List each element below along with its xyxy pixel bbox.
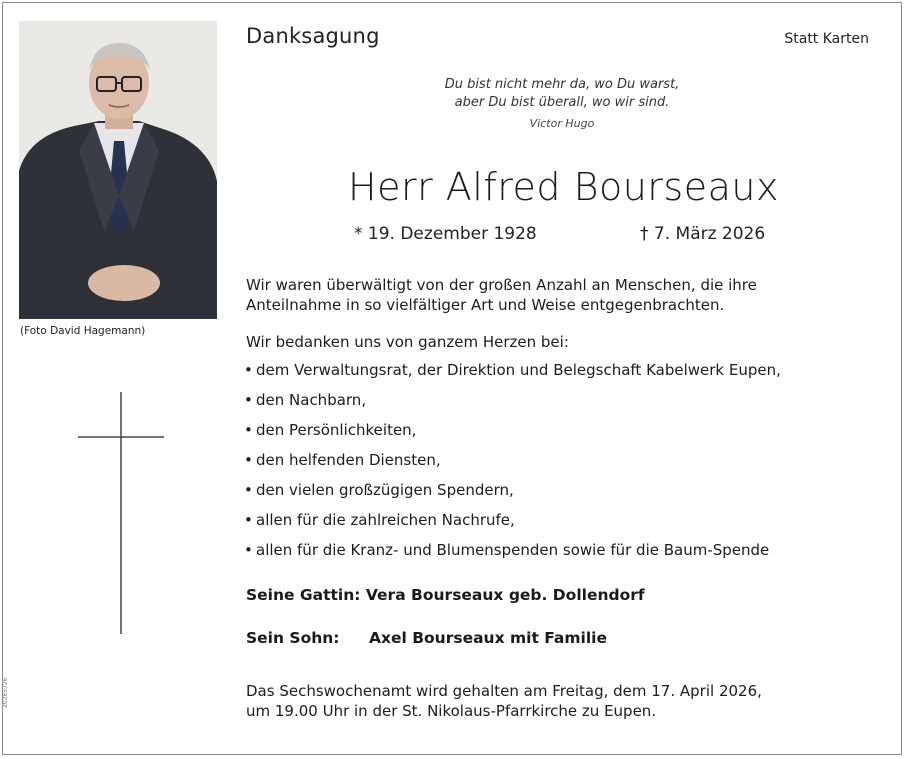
list-item-text: allen für die zahlreichen Nachrufe, (256, 511, 515, 529)
wife-line (246, 586, 645, 604)
cross-icon (78, 392, 166, 636)
statt-karten-note: Statt Karten (784, 31, 869, 47)
list-item (244, 480, 781, 510)
list-item-text: den Persönlichkeiten, (256, 421, 417, 439)
bullet-icon: • (244, 391, 253, 409)
list-item-text: den Nachbarn, (256, 391, 367, 409)
list-item (244, 390, 781, 420)
quote-line: aber Du bist überall, wo wir sind. (454, 95, 670, 110)
side-code: 20265726 (2, 677, 9, 708)
quote-author: Victor Hugo (529, 117, 595, 130)
list-item-text: den vielen großzügigen Spendern, (256, 481, 514, 499)
list-item (244, 360, 781, 390)
gratitude-paragraph (246, 275, 757, 315)
deceased-name: Herr Alfred Bourseaux (348, 165, 779, 209)
bullet-icon: • (244, 451, 253, 469)
service-line: Das Sechswochenamt wird gehalten am Freitag, dem 17. April 2026, (246, 682, 762, 700)
bullet-icon: • (244, 541, 253, 559)
bullet-icon: • (244, 511, 253, 529)
birth-date: * 19. Dezember 1928 (354, 224, 537, 244)
photo-caption: (Foto David Hagemann) (20, 325, 146, 337)
service-announcement (246, 681, 762, 721)
thanks-list (244, 360, 781, 570)
portrait-illustration (19, 21, 217, 319)
list-item (244, 540, 781, 570)
portrait-photo (19, 21, 217, 319)
bullet-icon: • (244, 421, 253, 439)
list-item-text: den helfenden Diensten, (256, 451, 441, 469)
son-name: Axel Bourseaux mit Familie (369, 629, 607, 647)
wife-label: Seine Gattin: (246, 586, 361, 604)
thanks-intro: Wir bedanken uns von ganzem Herzen bei: (246, 333, 569, 351)
notice-heading: Danksagung (246, 24, 380, 48)
paragraph-line: Wir waren überwältigt von der großen Anzahl an Menschen, die ihre (246, 276, 757, 294)
bullet-icon: • (244, 361, 253, 379)
paragraph-line: Anteilnahme in so vielfältiger Art und Weise entgegenbrachten. (246, 296, 725, 314)
list-item-text: allen für die Kranz- und Blumenspenden sowie für die Baum-Spende (256, 541, 770, 559)
list-item-text: dem Verwaltungsrat, der Direktion und Belegschaft Kabelwerk Eupen, (256, 361, 781, 379)
wife-name: Vera Bourseaux geb. Dollendorf (365, 586, 645, 604)
list-item (244, 420, 781, 450)
quote-line: Du bist nicht mehr da, wo Du warst, (444, 77, 680, 92)
quote (336, 76, 788, 112)
list-item (244, 510, 781, 540)
son-line (246, 629, 607, 647)
son-label: Sein Sohn: (246, 629, 340, 647)
bullet-icon: • (244, 481, 253, 499)
service-line: um 19.00 Uhr in der St. Nikolaus-Pfarrkirche zu Eupen. (246, 702, 657, 720)
list-item (244, 450, 781, 480)
death-date: † 7. März 2026 (640, 224, 766, 244)
